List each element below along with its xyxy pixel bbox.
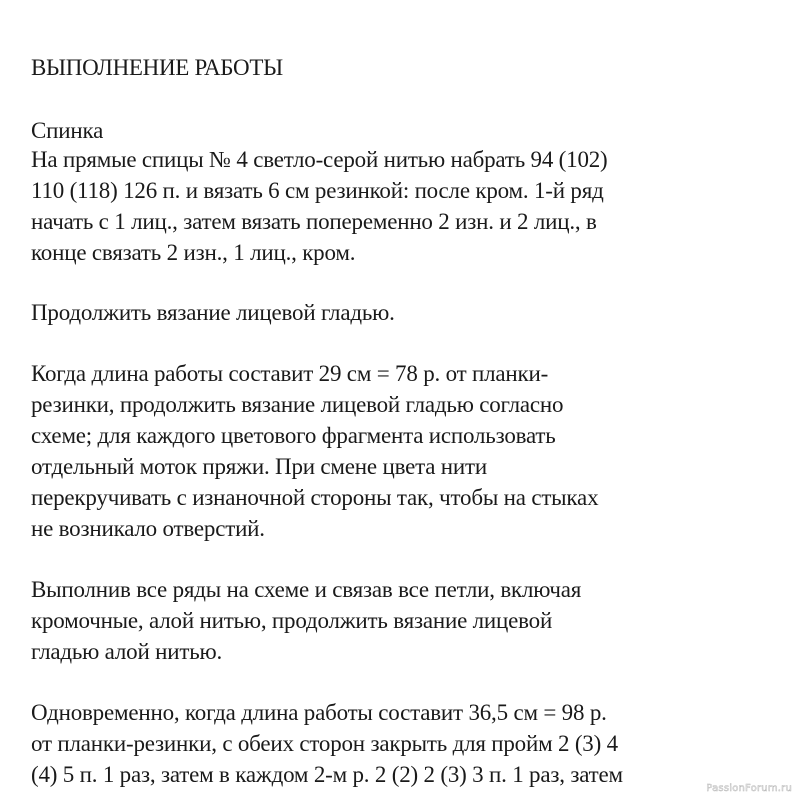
text-line: не возникало отверстий. — [31, 516, 265, 541]
text-line: конце связать 2 изн., 1 лиц., кром. — [31, 240, 356, 265]
text-line: отдельный моток пряжи. При смене цвета нити — [31, 454, 487, 479]
document-title: ВЫПОЛНЕНИЕ РАБОТЫ — [31, 55, 283, 80]
text-line: резинки, продолжить вязание лицевой гладью согласно — [31, 392, 564, 417]
text-line: Когда длина работы составит 29 см = 78 р. от планки- — [31, 361, 549, 386]
text-line: Одновременно, когда длина работы составит 36,5 см = 98 р. — [31, 700, 607, 725]
text-line: перекручивать с изнаночной стороны так, чтобы на стыках — [31, 485, 599, 510]
text-line: гладью алой нитью. — [31, 639, 223, 664]
text-line: (4) 5 п. 1 раз, затем в каждом 2-м р. 2 (2) 2 (3) 3 п. 1 раз, затем — [31, 762, 623, 787]
text-line: Продолжить вязание лицевой гладью. — [31, 300, 395, 325]
text-line: 110 (118) 126 п. и вязать 6 см резинкой: после кром. 1-й ряд — [31, 178, 604, 203]
text-line: начать с 1 лиц., затем вязать попеременно 2 изн. и 2 лиц., в — [31, 209, 597, 234]
text-line: Выполнив все ряды на схеме и связав все петли, включая — [31, 577, 582, 602]
text-line: от планки-резинки, с обеих сторон закрыть для пройм 2 (3) 4 — [31, 731, 618, 756]
text-line: кромочные, алой нитью, продолжить вязание лицевой — [31, 608, 553, 633]
section-heading: Спинка — [31, 118, 104, 143]
text-line: На прямые спицы № 4 светло-серой нитью набрать 94 (102) — [31, 147, 608, 172]
watermark: PassionForum.ru — [706, 783, 792, 794]
text-line: схеме; для каждого цветового фрагмента использовать — [31, 423, 556, 448]
